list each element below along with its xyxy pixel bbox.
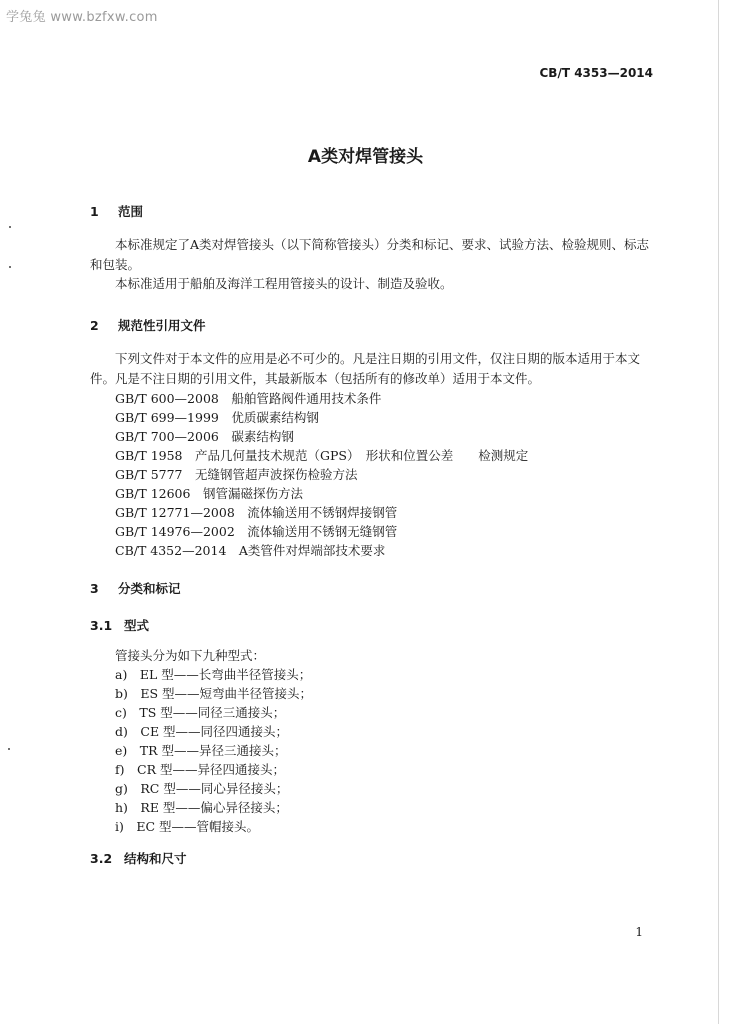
section-title: 范围 — [118, 204, 144, 219]
reference-item: GB/T 12606 钢管漏磁探伤方法 — [115, 486, 303, 501]
reference-item: GB/T 12771—2008 流体输送用不锈钢焊接钢管 — [115, 505, 398, 520]
section-number: 3.2 — [90, 851, 113, 866]
section-2-heading — [90, 316, 206, 334]
section-3-heading — [90, 579, 181, 597]
section-3-1-intro: 管接头分为如下九种型式： — [115, 648, 266, 663]
section-number: 3.1 — [90, 618, 113, 633]
type-list-item: b) ES 型——短弯曲半径管接头； — [115, 686, 313, 701]
type-list-item: f) CR 型——异径四通接头； — [115, 762, 285, 777]
document-title: A类对焊管接头 — [307, 147, 424, 167]
reference-item: GB/T 5777 无缝钢管超声波探伤检验方法 — [115, 467, 358, 482]
section-number: 2 — [90, 318, 99, 333]
section-title: 规范性引用文件 — [118, 318, 206, 333]
type-list-item: a) EL 型——长弯曲半径管接头； — [115, 667, 312, 682]
reference-item: CB/T 4352—2014 A类管件对焊端部技术要求 — [115, 543, 386, 558]
scan-speck — [9, 266, 11, 268]
section-3-2-heading — [90, 849, 187, 867]
scan-speck — [9, 226, 11, 228]
page-number: 1 — [635, 925, 643, 939]
scan-speck — [8, 748, 10, 750]
type-list-item: c) TS 型——同径三通接头； — [115, 705, 286, 720]
type-list-item: d) CE 型——同径四通接头； — [115, 724, 289, 739]
type-list-item: e) TR 型——异径三通接头； — [115, 743, 287, 758]
section-number: 1 — [90, 204, 99, 219]
section-1-heading — [90, 202, 143, 220]
section-title: 分类和标记 — [118, 581, 181, 596]
type-list-item: i) EC 型——管帽接头。 — [115, 819, 260, 834]
type-list-item: h) RE 型——偏心异径接头； — [115, 800, 288, 815]
section-title: 型式 — [124, 618, 150, 633]
section-title: 结构和尺寸 — [124, 851, 187, 866]
section-1-paragraph-1: 本标准规定了A类对焊管接头（以下简称管接头）分类和标记、要求、试验方法、检验规则、标志和包装。 — [90, 237, 650, 272]
reference-item: GB/T 600—2008 船舶管路阀件通用技术条件 — [115, 391, 382, 406]
section-3-1-heading — [90, 616, 149, 634]
reference-item: GB/T 1958 产品几何量技术规范（GPS） 形状和位置公差 检测规定 — [115, 448, 529, 463]
standard-number: CB/T 4353—2014 — [539, 66, 653, 80]
section-number: 3 — [90, 581, 99, 596]
reference-item: GB/T 14976—2002 流体输送用不锈钢无缝钢管 — [115, 524, 398, 539]
section-1-paragraph-2: 本标准适用于船舶及海洋工程用管接头的设计、制造及验收。 — [115, 276, 453, 291]
reference-item: GB/T 700—2006 碳素结构钢 — [115, 429, 294, 444]
watermark: 学兔兔 www.bzfxw.com — [6, 10, 158, 25]
section-2-intro: 下列文件对于本文件的应用是必不可少的。凡是注日期的引用文件，仅注日期的版本适用于本文件。凡是不注日期的引用文件，其最新版本（包括所有的修改单）适用于本文件。 — [90, 351, 641, 386]
reference-item: GB/T 699—1999 优质碳素结构钢 — [115, 410, 319, 425]
type-list-item: g) RC 型——同心异径接头； — [115, 781, 289, 796]
